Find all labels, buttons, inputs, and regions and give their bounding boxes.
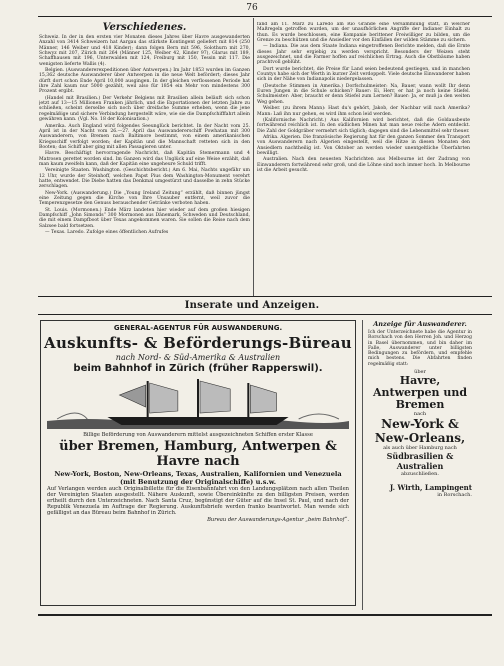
article-paragraph: (Deutsche Stimmen in Amerika.) Dorfschulmeister: Na, Bauer, wann wollt Ihr denn Euren Jungen in die Schule schicken? Bauer: Ei, Herr, er hat ja noch keine Stiefel. Schulmeister: Aber, braucht er denn Stiefel zum Lernen? Bauer: Ja, er muß ja den weiten Weg gehen. <box>257 83 470 105</box>
bottom-rule <box>38 614 492 616</box>
inserate-heading: Inserate und Anzeigen. <box>184 300 320 311</box>
ad-title: Auskunfts- & Beförderungs-Büreau <box>44 334 352 352</box>
ad-ports: über Bremen, Hamburg, Antwerpen & Havre nach <box>59 439 337 470</box>
section-heading: Verschiedenes. <box>102 22 187 33</box>
ad-via: über <box>414 369 426 376</box>
ad-nach: nach <box>413 411 427 418</box>
article-paragraph: — Indiana. Die aus dem Staate Indiana eingetroffenen Berichte melden, daß die Ernte dieses Jahr sehr ergiebig zu werden verspricht. Besonders der Weizen steht ausgezeichnet, und die Farmer hoffen auf reichlichen Ertrag. Auch die Obstbäume haben prachtvoll geblüht. <box>257 44 470 66</box>
ad-body: Ich der Unterzeichnete habe die Agentur in Rorschach von den Herren Joh. und Herzog in Basel übernommen, und bin daher im Falle, Auswanderer unter billigsten Bedingungen zu befördern, und empfehle mich bestens. Die Abfahrten finden regelmäßig statt: <box>368 330 472 367</box>
section-rule <box>38 314 492 315</box>
ad-south: Südbrasilien & Australien <box>386 451 454 472</box>
ad-divider <box>362 320 363 610</box>
article-paragraph: Afrika. Algerien. Die französische Regierung hat für den ganzen Sommer den Transport von Auswanderern nach Algerien eingestellt, weil die Hitze in diesen Monaten den Ansiedlern nachtheilig ist. Von Oktober an werden wieder unentgeltliche Überfahrten bewilligt. <box>257 134 470 156</box>
article-paragraph: St. Louis. (Mormonen.) Ende März landeten hier wieder auf dem großen hiesigen Dampfschiff „John Simonds“ 300 Mormonen aus Dänemark, Schweden und Deutschland, die mit einem Dampfboot über Texas angekommen waren. Sie sollen die Reise nach dem Salzsee bald fortsetzen. <box>39 207 250 229</box>
ad-location: beim Bahnhof in Zürich (früher Rapperswil). <box>73 363 323 374</box>
page-number: 76 <box>246 3 258 13</box>
article-paragraph: Australien. Nach den neuesten Nachrichten aus Melbourne ist der Zudrang von Einwanderern fortwährend sehr groß, und die Löhne sind noch immer hoch. In Melbourne ist die Arbeit gesucht. <box>257 157 470 173</box>
article-paragraph: Weiber. (zu ihrem Mann): Hast du's gehört, Jakob, der Nachbar will nach Amerika? Mann: Laß ihn nur gehen, es wird ihm schon leid werden. <box>257 106 470 117</box>
article-paragraph: (Handel mit Brasilien.) Der Verkehr Belgiens mit Brasilien allein beläuft sich schon jetzt auf 13—15 Millionen Franken jährlich, und die Exportationen der letzten Jahre zu schließen, scheint derselbe sich noch über dreifache Summe erheben, wenn die jene regelmäßige und sichere Verbindung hergestellt wäre, wie sie die Dampfschifffahrt allein gewähren kann. (Vgl. No. 18 der Kolonisation.) <box>39 95 250 123</box>
section-rule <box>38 296 492 297</box>
article-paragraph: New-York. (Auswanderung.) Die „Young Ireland Zeitung“ erzählt, daß binnen jüngst eine Zeitung gegen die Kirche von Ihre Unsauber entfernt, weil zuvor die Temperenzgesetze den Genuss berauschender Getränke verboten haben. <box>39 190 250 207</box>
ad-signature: Bureau der Auswanderungs-Agentur „beim Bahnhof“. <box>207 516 349 523</box>
wirth-advertisement <box>368 320 472 550</box>
top-rule <box>38 16 492 17</box>
article-paragraph: — Texas. Laredo. Zufolge eines öffentlichen Aufrufes <box>45 230 169 236</box>
article-paragraph: Vereinigte Staaten. Washington. (Geschichtsbericht.) Am 6. Mai, Nachts ungefähr um 12 Uhr, wurde der Steinhoff, welchen Papst Pius dem Washington-Monument verehrt hatte, entwendet. Die Diebe hatten das Denkmal umgestürzt und dasselbe in zehn Stücke zerschlagen. <box>39 168 250 190</box>
article-paragraph: Schweiz. In der in den ersten vier Monaten dieses Jahres über Havre ausgewanderten Anzahl von 3414 Schweizern hat Aargau das stärkste Kontingent geliefert mit 814 (250 Männer, 146 Weiber und 418 Kinder); dann folgen Bern mit 596, Solothurn mit 270, Schwyz mit 207, Zürich mit 264 (Männer 125, Weiber 42, Kinder 97), Glarus mit 189, Schaffhausen mit 196, Unterwalden mit 124, Freiburg mit 150, Tessin mit 117. Die wenigsten lieferte Wallis (4). <box>39 35 250 67</box>
ad-subtitle: nach Nord- & Süd-Amerika & Australien <box>115 353 281 362</box>
left-column <box>39 22 250 294</box>
ad-ports: Havre, Antwerpen und Bremen <box>372 374 468 412</box>
column-divider <box>253 18 254 296</box>
article-paragraph: Belgien. (Auswandererexpeditionen über Antwerpen.) Im Jahr 1853 wurden im Ganzen 15,362 deutsche Auswanderer über Antwerpen in die neue Welt befördert; dieses Jahr dürft dort schon Ende April 10,000 ausgingen. In der gleichen verflossenen Periode hat ihre Zahl kaum nur 5000 gezählt, weil also für 1854 ein Mehr von mindestens 300 Prozent ergibt. <box>39 68 250 95</box>
ad-title: Anzeige für Auswanderer. <box>373 320 467 328</box>
ad-place: in Rorschach. <box>437 492 472 499</box>
ad-closing: abzuschließen. <box>401 471 439 478</box>
article-paragraph: Dort wurde berichtet, die Preise für Land seien bedeutend gestiegen, und in manchen Countys habe sich der Werth in kurzer Zeit verdoppelt. Viele deutsche Einwanderer haben sich in der Nähe von Indianapolis niedergelassen. <box>257 66 470 83</box>
agency-advertisement <box>40 320 356 606</box>
right-column <box>257 22 470 290</box>
article-paragraph: (Kalifornische Nachricht.) Aus Kalifornien wird berichtet, daß die Goldausbeute fortwährend reichlich ist. In den südlichen Minen hat man neue reiche Adern entdeckt. Die Zahl der Goldgräber vermehrt sich täglich; dagegen sind die Lebensmittel sehr theuer. <box>257 117 470 134</box>
ad-intro: Billige Beförderung von Auswanderern mittelst ausgezeichneten Schiffen erster Klasse <box>83 432 313 438</box>
agency-line: GENERAL-AGENTUR FÜR AUSWANDERUNG. <box>113 324 283 332</box>
ad-also: als auch über Hamburg nach <box>383 445 457 452</box>
article-paragraph: Havre. Beschäftigt hervorragende Nachricht, daß Kapitän Stemermann und 4 Matrosen gerettet worden sind. Im Ganzen wird das Unglück auf eine Weise erzählt, daß man kaum zweifeln kann, daß der Kapitän eine ungeheure Schuld trifft. <box>39 151 250 167</box>
article-paragraph: fand am 11. März zu Laredo am Rio Grande eine Versammlung statt, in welcher Maßregeln getroffen wurden, um der unaufhörlichen Angriffe der Indianer Einhalt zu thun. Es wurde beschlossen, eine Kompanie berittener Freiwilliger zu bilden, um die Grenze zu beschützen und die Ansiedler vor den Einfällen der wilden Stämme zu sichern. <box>257 22 470 44</box>
ad-body: Auf Verlangen werden auch Originalbillette für die Eisenbahnfahrt von den Landungsplätzen nach allen Theilen der Vereinigten Staaten ausgestellt. Nähere Auskunft, sowie Übereinkünfte zu den billigsten Preisen, werden ertheilt durch den Unterzeichneten. Nach Santa Cruz, begünstigt der Güter auf die Insel St. Paul, und nach der Republik Venezuela im Auftrage der Regierung. Auskunftsbriefe werden franko beantwortet. Man wende sich gefälligst an das Büreau beim Bahnhof in Zürich. <box>47 486 349 517</box>
article-paragraph: Amerika. Auch England wird folgendes Seeunglück berichtet. In der Nacht vom 25. April ist in der Nacht vom 26.—27. April das Auswandererschiff Powhatan mit 300 Auswanderern, von Bremen nach Baltimore bestimmt, von einem amerikanischen Kriegsschiff verfolgt worden; der Kapitän und die Mannschaft retteten sich in den Booten; das Schiff aber ging mit allen Passagieren unter. <box>39 123 250 150</box>
ship-icon <box>47 377 349 429</box>
ship-illustration <box>47 377 349 429</box>
ad-destinations: New-York & New-Orleans, <box>374 417 466 446</box>
ad-destinations: New-York, Boston, New-Orleans, Texas, Australien, Kalifornien und Venezuela (mit Benutzung der Originalschiffe) u.s.w. <box>54 470 342 487</box>
ad-signature: J. Wirth, Lampingent <box>389 483 472 493</box>
